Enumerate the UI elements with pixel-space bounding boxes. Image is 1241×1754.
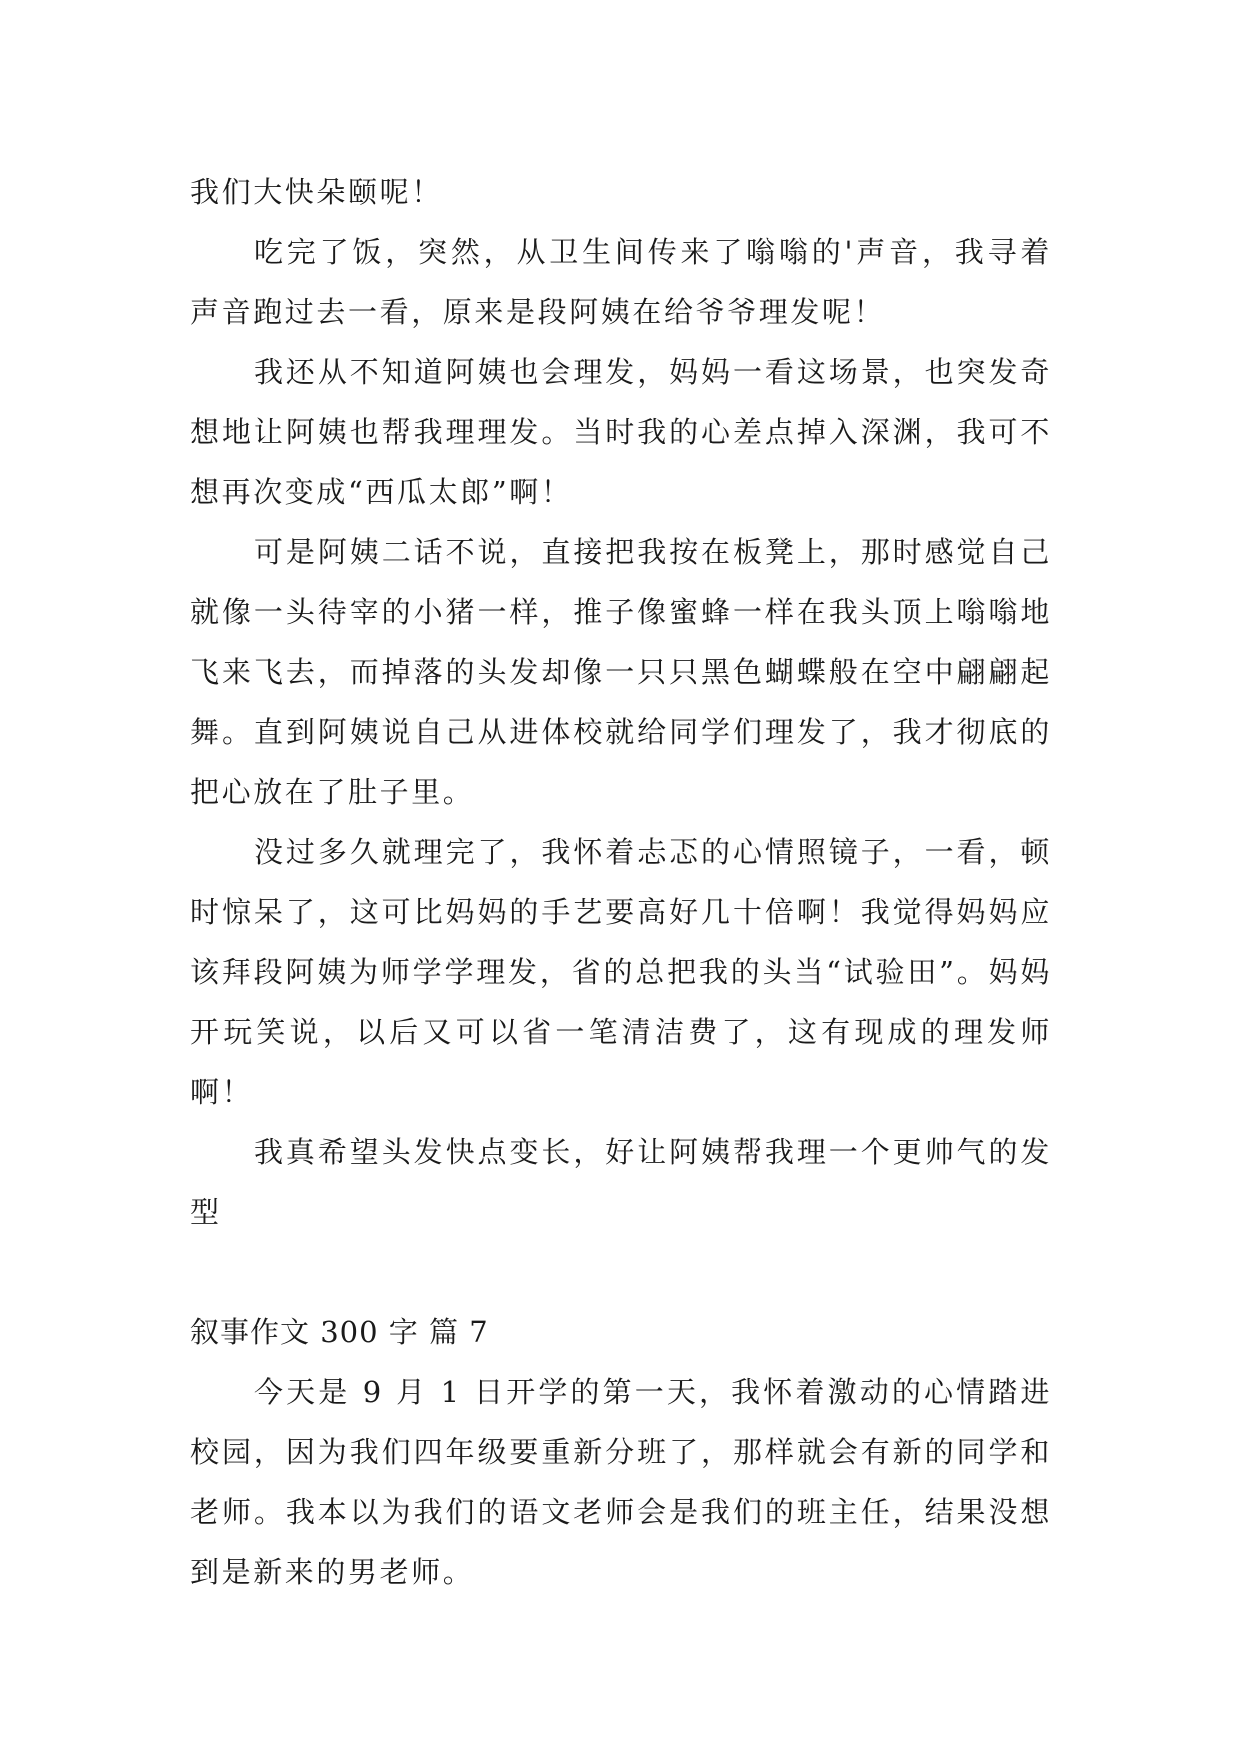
document-page [190,162,1052,1602]
paragraph-first-day: 今天是 9 月 1 日开学的第一天，我怀着激动的心情踏进校园，因为我们四年级要重新分班了，那样就会有新的同学和老师。我本以为我们的语文老师会是我们的班主任，结果没想到是新来的男老师。 [190,1375,1052,1589]
paragraph-wish: 我真希望头发快点变长，好让阿姨帮我理一个更帅气的发型 [190,1135,1052,1229]
paragraph-haircut-process: 可是阿姨二话不说，直接把我按在板凳上，那时感觉自己就像一头待宰的小猪一样，推子像蜜蜂一样在我头顶上嗡嗡地飞来飞去，而掉落的头发却像一只只黑色蝴蝶般在空中翩翩起舞。直到阿姨说自己从进体校就给同学们理发了，我才彻底的把心放在了肚子里。 [190,535,1052,809]
continuation-paragraph: 我们大快朵颐呢！ [190,175,443,209]
paragraph-haircut-sound: 吃完了饭，突然，从卫生间传来了嗡嗡的'声音，我寻着声音跑过去一看，原来是段阿姨在给爷爷理发呢！ [190,235,1052,329]
paragraph-mirror: 没过多久就理完了，我怀着忐忑的心情照镜子，一看，顿时惊呆了，这可比妈妈的手艺要高好几十倍啊！我觉得妈妈应该拜段阿姨为师学学理发，省的总把我的头当“试验田”。妈妈开玩笑说，以后又可以省一笔清洁费了，这有现成的理发师啊！ [190,835,1052,1109]
section-heading: 叙事作文 300 字 篇 7 [190,1315,489,1349]
section-gap [190,1242,1052,1302]
paragraph-mom-idea: 我还从不知道阿姨也会理发，妈妈一看这场景，也突发奇想地让阿姨也帮我理理发。当时我的心差点掉入深渊，我可不想再次变成“西瓜太郎”啊！ [190,355,1052,509]
